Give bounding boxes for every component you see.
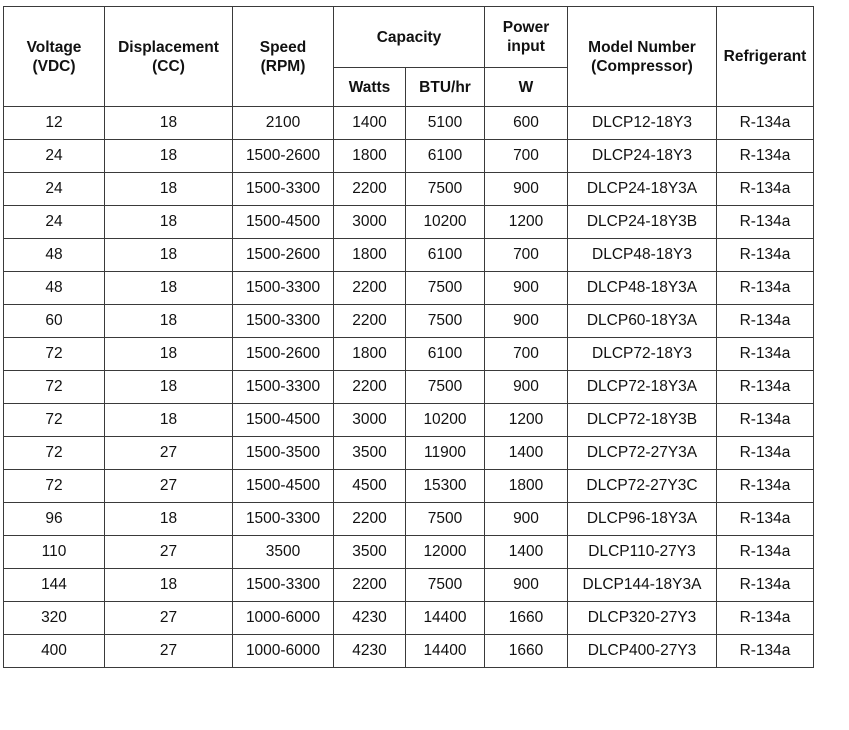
cell-capacity-watts: 3500 <box>334 437 406 470</box>
cell-model-number: DLCP144-18Y3A <box>568 569 717 602</box>
cell-voltage: 24 <box>4 173 105 206</box>
cell-power-input: 1800 <box>485 470 568 503</box>
cell-refrigerant: R-134a <box>717 239 814 272</box>
table-row <box>4 239 814 272</box>
cell-refrigerant: R-134a <box>717 470 814 503</box>
cell-voltage: 24 <box>4 140 105 173</box>
cell-refrigerant: R-134a <box>717 404 814 437</box>
cell-voltage: 96 <box>4 503 105 536</box>
cell-displacement: 27 <box>105 470 233 503</box>
cell-capacity-watts: 2200 <box>334 371 406 404</box>
table-row <box>4 206 814 239</box>
cell-refrigerant: R-134a <box>717 635 814 668</box>
table-row <box>4 140 814 173</box>
cell-displacement: 27 <box>105 437 233 470</box>
cell-displacement: 18 <box>105 107 233 140</box>
cell-capacity-btu: 15300 <box>406 470 485 503</box>
cell-model-number: DLCP110-27Y3 <box>568 536 717 569</box>
cell-speed: 1500-3300 <box>233 305 334 338</box>
cell-capacity-btu: 7500 <box>406 503 485 536</box>
cell-capacity-watts: 3000 <box>334 404 406 437</box>
cell-capacity-watts: 2200 <box>334 305 406 338</box>
table-row <box>4 107 814 140</box>
cell-capacity-btu: 7500 <box>406 173 485 206</box>
cell-voltage: 400 <box>4 635 105 668</box>
cell-displacement: 27 <box>105 536 233 569</box>
cell-capacity-btu: 11900 <box>406 437 485 470</box>
cell-displacement: 18 <box>105 239 233 272</box>
cell-displacement: 18 <box>105 140 233 173</box>
header-capacity: Capacity <box>334 7 485 68</box>
cell-voltage: 72 <box>4 437 105 470</box>
header-capacity-btu: BTU/hr <box>406 68 485 107</box>
cell-refrigerant: R-134a <box>717 338 814 371</box>
cell-model-number: DLCP320-27Y3 <box>568 602 717 635</box>
table-row <box>4 635 814 668</box>
cell-power-input: 1200 <box>485 404 568 437</box>
cell-displacement: 18 <box>105 305 233 338</box>
table-row <box>4 173 814 206</box>
cell-power-input: 900 <box>485 305 568 338</box>
cell-refrigerant: R-134a <box>717 503 814 536</box>
cell-voltage: 144 <box>4 569 105 602</box>
cell-displacement: 18 <box>105 371 233 404</box>
cell-refrigerant: R-134a <box>717 602 814 635</box>
cell-capacity-btu: 14400 <box>406 635 485 668</box>
cell-speed: 1500-4500 <box>233 206 334 239</box>
table-row <box>4 569 814 602</box>
cell-voltage: 72 <box>4 404 105 437</box>
table-body <box>4 107 814 668</box>
cell-speed: 1500-2600 <box>233 140 334 173</box>
cell-displacement: 18 <box>105 206 233 239</box>
header-speed: Speed (RPM) <box>233 7 334 107</box>
cell-refrigerant: R-134a <box>717 305 814 338</box>
table-row <box>4 470 814 503</box>
cell-speed: 1500-3300 <box>233 371 334 404</box>
cell-power-input: 700 <box>485 140 568 173</box>
header-model-number: Model Number (Compressor) <box>568 7 717 107</box>
cell-speed: 1500-3300 <box>233 173 334 206</box>
cell-speed: 1500-2600 <box>233 338 334 371</box>
cell-capacity-btu: 6100 <box>406 140 485 173</box>
cell-model-number: DLCP400-27Y3 <box>568 635 717 668</box>
cell-model-number: DLCP72-27Y3C <box>568 470 717 503</box>
cell-voltage: 110 <box>4 536 105 569</box>
cell-refrigerant: R-134a <box>717 437 814 470</box>
cell-model-number: DLCP96-18Y3A <box>568 503 717 536</box>
cell-model-number: DLCP60-18Y3A <box>568 305 717 338</box>
cell-model-number: DLCP48-18Y3A <box>568 272 717 305</box>
cell-speed: 1500-4500 <box>233 470 334 503</box>
cell-capacity-watts: 2200 <box>334 569 406 602</box>
cell-speed: 1000-6000 <box>233 635 334 668</box>
cell-voltage: 48 <box>4 239 105 272</box>
cell-capacity-watts: 2200 <box>334 503 406 536</box>
cell-capacity-btu: 14400 <box>406 602 485 635</box>
cell-power-input: 1660 <box>485 602 568 635</box>
cell-refrigerant: R-134a <box>717 536 814 569</box>
cell-power-input: 1400 <box>485 437 568 470</box>
cell-displacement: 18 <box>105 173 233 206</box>
cell-refrigerant: R-134a <box>717 206 814 239</box>
cell-model-number: DLCP24-18Y3A <box>568 173 717 206</box>
cell-capacity-btu: 10200 <box>406 206 485 239</box>
cell-capacity-btu: 7500 <box>406 305 485 338</box>
cell-capacity-watts: 1800 <box>334 338 406 371</box>
table-row <box>4 536 814 569</box>
cell-capacity-watts: 2200 <box>334 272 406 305</box>
cell-capacity-btu: 5100 <box>406 107 485 140</box>
cell-displacement: 18 <box>105 503 233 536</box>
cell-power-input: 900 <box>485 173 568 206</box>
cell-displacement: 18 <box>105 569 233 602</box>
header-power-unit: W <box>485 68 568 107</box>
cell-speed: 2100 <box>233 107 334 140</box>
cell-voltage: 12 <box>4 107 105 140</box>
cell-voltage: 72 <box>4 338 105 371</box>
cell-power-input: 1200 <box>485 206 568 239</box>
cell-voltage: 24 <box>4 206 105 239</box>
cell-voltage: 60 <box>4 305 105 338</box>
compressor-spec-table <box>3 6 814 668</box>
cell-capacity-btu: 6100 <box>406 338 485 371</box>
table-row <box>4 305 814 338</box>
cell-model-number: DLCP72-18Y3A <box>568 371 717 404</box>
table-row <box>4 404 814 437</box>
cell-capacity-btu: 6100 <box>406 239 485 272</box>
table-row <box>4 338 814 371</box>
header-displacement: Displacement (CC) <box>105 7 233 107</box>
cell-speed: 3500 <box>233 536 334 569</box>
cell-refrigerant: R-134a <box>717 173 814 206</box>
cell-voltage: 72 <box>4 371 105 404</box>
cell-refrigerant: R-134a <box>717 107 814 140</box>
cell-power-input: 700 <box>485 338 568 371</box>
cell-displacement: 18 <box>105 272 233 305</box>
cell-speed: 1500-3300 <box>233 503 334 536</box>
cell-power-input: 900 <box>485 569 568 602</box>
table-row <box>4 272 814 305</box>
cell-refrigerant: R-134a <box>717 272 814 305</box>
cell-capacity-watts: 4500 <box>334 470 406 503</box>
cell-refrigerant: R-134a <box>717 371 814 404</box>
cell-capacity-btu: 7500 <box>406 569 485 602</box>
cell-model-number: DLCP24-18Y3 <box>568 140 717 173</box>
cell-model-number: DLCP72-27Y3A <box>568 437 717 470</box>
cell-power-input: 900 <box>485 371 568 404</box>
header-refrigerant: Refrigerant <box>717 7 814 107</box>
cell-speed: 1500-3300 <box>233 569 334 602</box>
cell-power-input: 700 <box>485 239 568 272</box>
cell-speed: 1500-4500 <box>233 404 334 437</box>
cell-model-number: DLCP12-18Y3 <box>568 107 717 140</box>
cell-displacement: 18 <box>105 404 233 437</box>
cell-model-number: DLCP72-18Y3B <box>568 404 717 437</box>
cell-power-input: 1660 <box>485 635 568 668</box>
cell-model-number: DLCP72-18Y3 <box>568 338 717 371</box>
cell-model-number: DLCP48-18Y3 <box>568 239 717 272</box>
header-power-input: Power input <box>485 7 568 68</box>
cell-capacity-btu: 10200 <box>406 404 485 437</box>
cell-capacity-btu: 7500 <box>406 272 485 305</box>
header-voltage: Voltage (VDC) <box>4 7 105 107</box>
cell-capacity-watts: 2200 <box>334 173 406 206</box>
table-row <box>4 503 814 536</box>
cell-speed: 1500-3300 <box>233 272 334 305</box>
header-capacity-watts: Watts <box>334 68 406 107</box>
cell-capacity-watts: 4230 <box>334 602 406 635</box>
cell-speed: 1500-3500 <box>233 437 334 470</box>
cell-capacity-watts: 3500 <box>334 536 406 569</box>
cell-voltage: 320 <box>4 602 105 635</box>
cell-power-input: 900 <box>485 272 568 305</box>
spec-table-container <box>3 6 814 668</box>
table-header <box>4 7 814 107</box>
cell-capacity-watts: 1800 <box>334 140 406 173</box>
cell-refrigerant: R-134a <box>717 569 814 602</box>
cell-capacity-btu: 12000 <box>406 536 485 569</box>
table-row <box>4 602 814 635</box>
cell-displacement: 27 <box>105 635 233 668</box>
cell-capacity-watts: 3000 <box>334 206 406 239</box>
cell-voltage: 72 <box>4 470 105 503</box>
cell-capacity-btu: 7500 <box>406 371 485 404</box>
cell-displacement: 18 <box>105 338 233 371</box>
cell-voltage: 48 <box>4 272 105 305</box>
cell-speed: 1500-2600 <box>233 239 334 272</box>
table-row <box>4 437 814 470</box>
cell-capacity-watts: 4230 <box>334 635 406 668</box>
cell-refrigerant: R-134a <box>717 140 814 173</box>
cell-power-input: 1400 <box>485 536 568 569</box>
cell-power-input: 600 <box>485 107 568 140</box>
cell-capacity-watts: 1400 <box>334 107 406 140</box>
table-row <box>4 371 814 404</box>
cell-speed: 1000-6000 <box>233 602 334 635</box>
cell-model-number: DLCP24-18Y3B <box>568 206 717 239</box>
cell-power-input: 900 <box>485 503 568 536</box>
cell-capacity-watts: 1800 <box>334 239 406 272</box>
cell-displacement: 27 <box>105 602 233 635</box>
